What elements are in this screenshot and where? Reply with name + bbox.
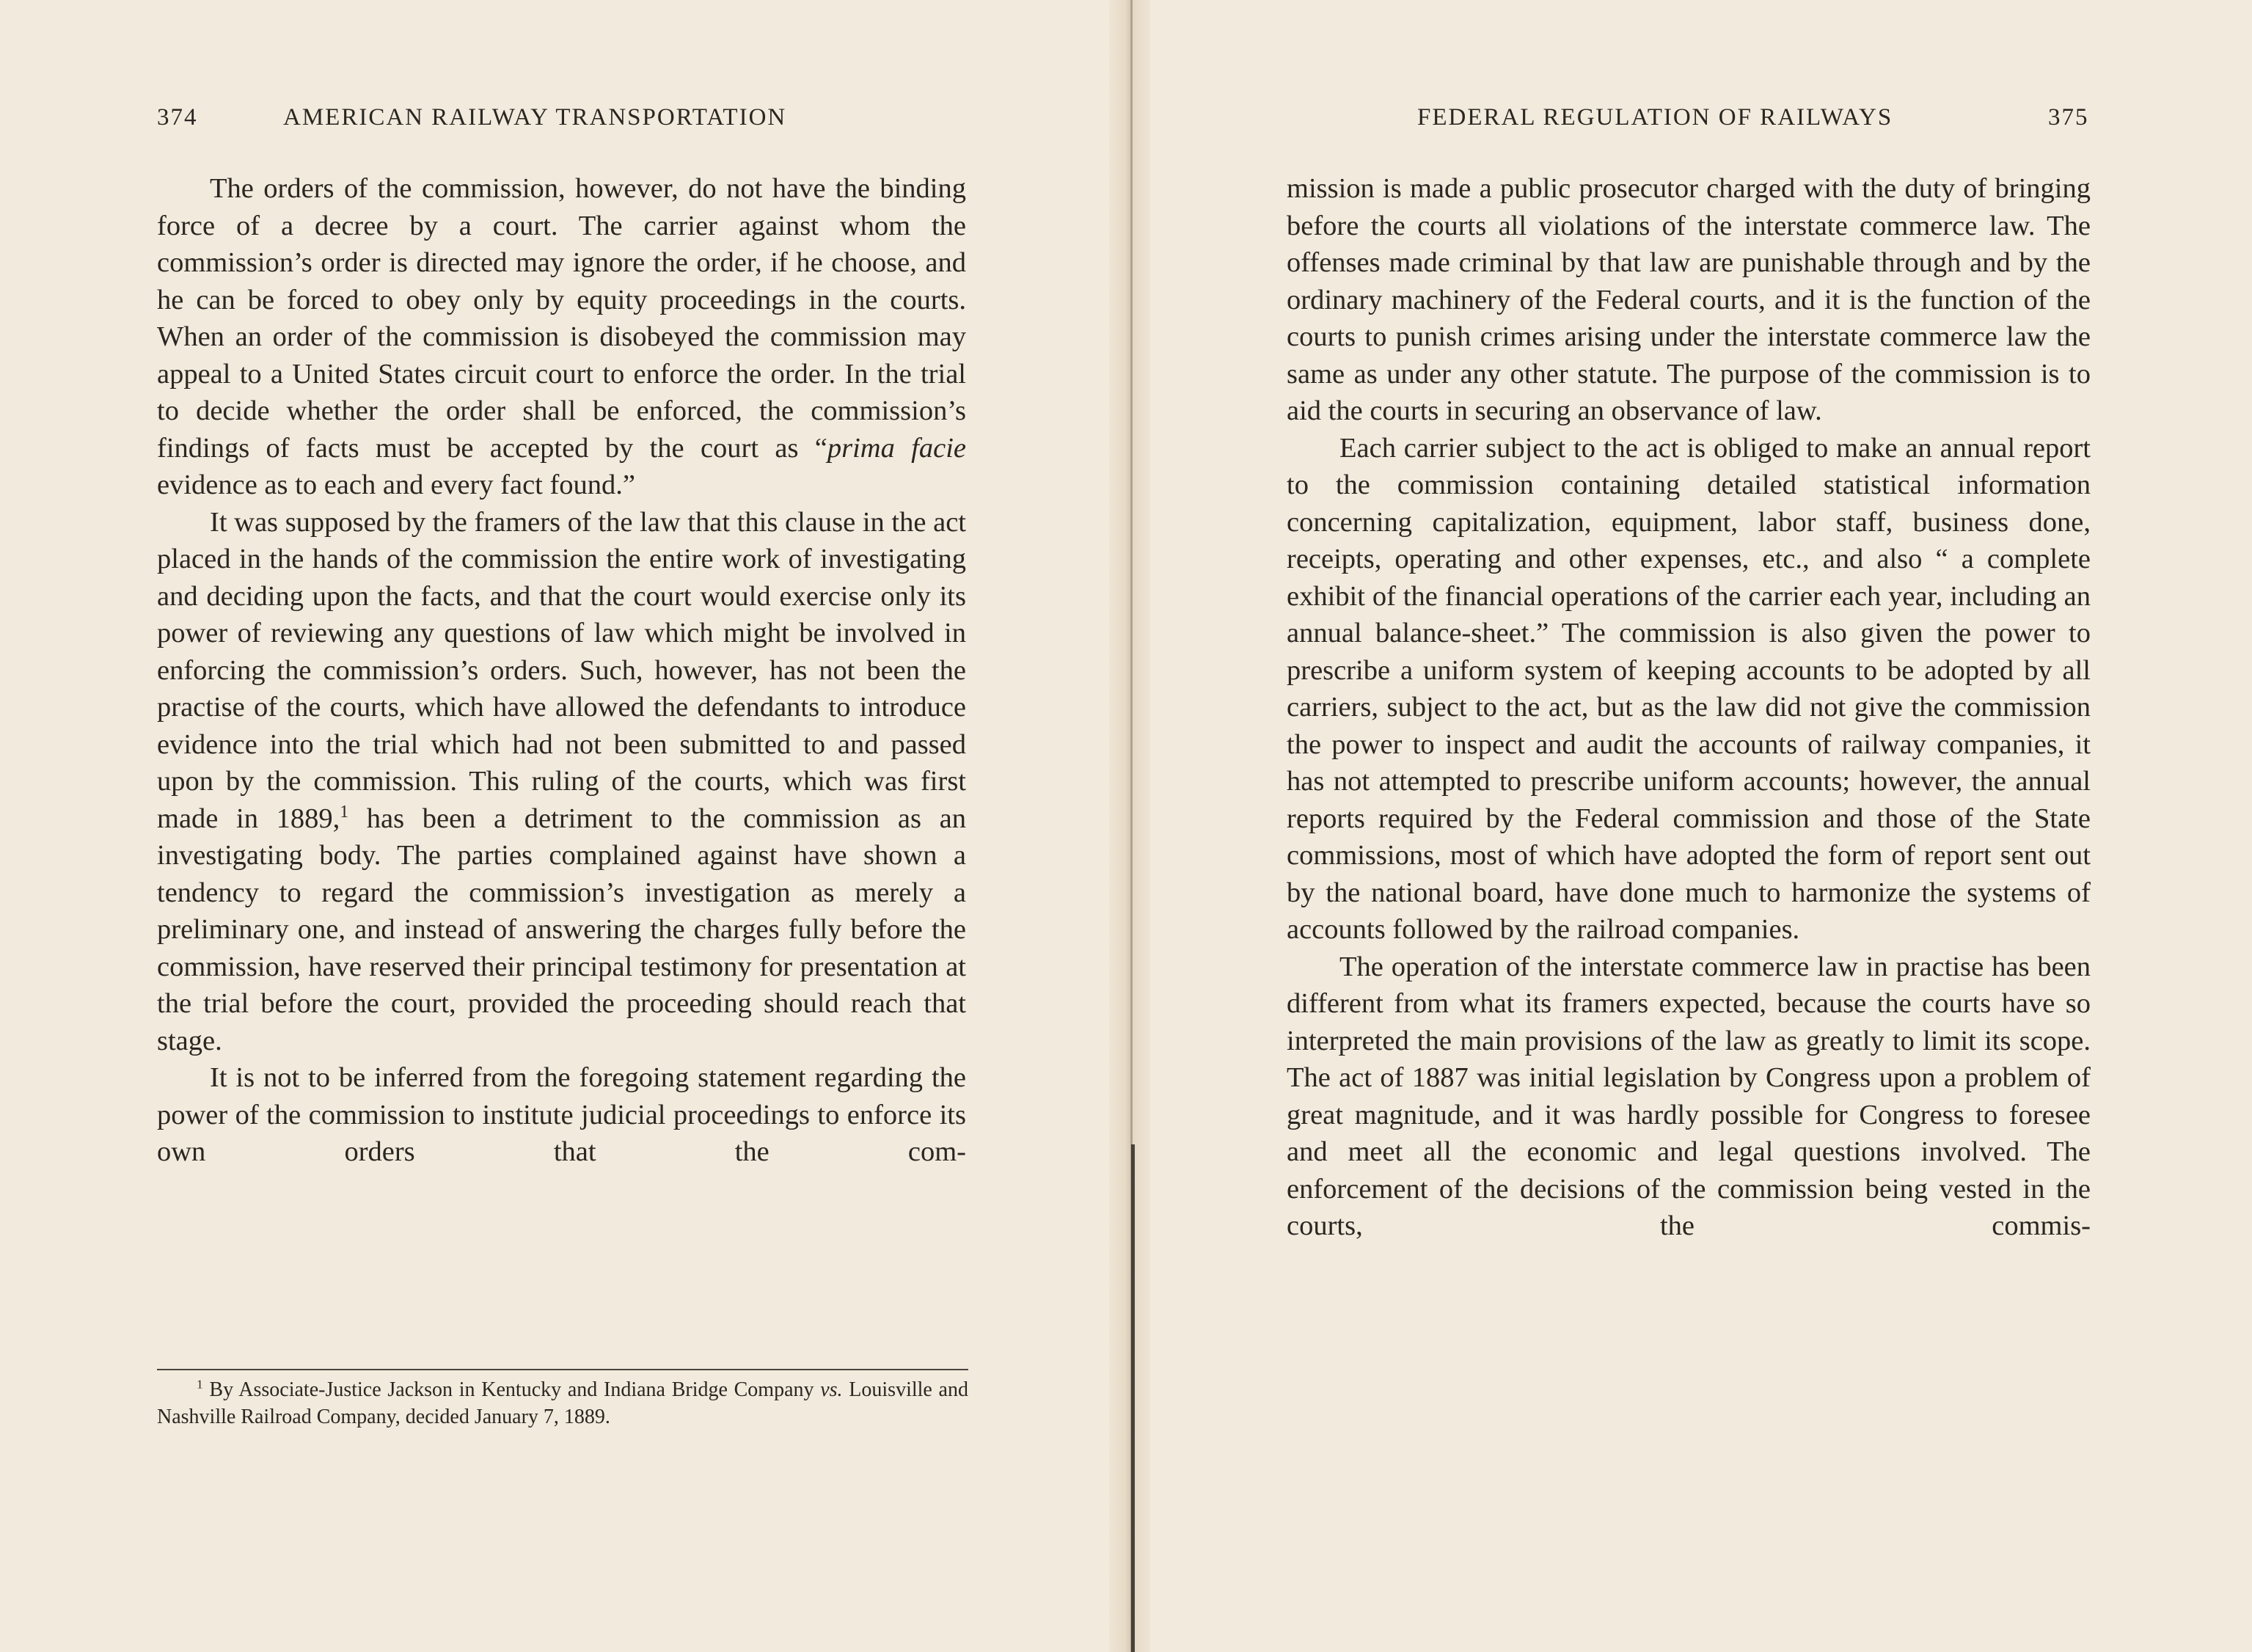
left-running-head: AMERICAN RAILWAY TRANSPORTATION [283, 104, 787, 131]
left-paragraph-2 [157, 504, 966, 1060]
gutter-binding-shadow [1131, 1144, 1135, 1652]
left-paragraph-1 [157, 170, 966, 504]
right-page-number: 375 [2048, 104, 2089, 131]
right-paragraph-3: The operation of the interstate commerce law in practise has been different from what its framers expected, because the courts have so interpreted the main provisions of the law as greatly to limit its scope. The act of 1887 was initial legislation by Congress upon a problem of great magnitude, and it was hardly possible for Congress to foresee and meet all the economic and legal questions involved. The enforcement of the decisions of the commission being vested in the courts, the commis- [1287, 951, 2091, 1241]
left-page-number: 374 [157, 104, 198, 131]
left-page-body [157, 170, 966, 1171]
footnote-text: By Associate-Justice Jackson in Kentucky and Indiana Bridge Company [202, 1378, 821, 1401]
footnote [157, 1376, 968, 1430]
footnote-text-end: Louisville and Nashville Railroad Company, decided January 7, 1889. [157, 1378, 968, 1428]
left-paragraph-1-italic: prima facie [827, 432, 967, 464]
right-paragraph-1: mission is made a public prosecutor charged with the duty of bringing before the courts all violations of the interstate commerce law. The offenses made criminal by that law are punishable through and by the ordinary machinery of the Federal courts, and it is the function of the courts to punish crimes arising under the interstate commerce law the same as under any other statute. The purpose of the commission is to aid the courts in securing an observance of law. [1287, 173, 2091, 426]
left-paragraph-1-text-end: evidence as to each and every fact found.” [157, 469, 636, 500]
footnote-italic: vs. [820, 1378, 843, 1401]
footnote-rule [157, 1369, 968, 1370]
right-running-head: FEDERAL REGULATION OF RAILWAYS [1417, 104, 1893, 131]
left-paragraph-1-text: The orders of the commission, however, do not have the binding force of a decree by a court. The carrier against whom the commission’s order is directed may ignore the order, if he choose, and he can be forced to obey only by equity proceedings in the courts. When an order of the commission is disobeyed the commission may appeal to a United States circuit court to enforce the order. In the trial to decide whether the order shall be enforced, the commission’s findings of facts must be accepted by the court as “ [157, 173, 966, 464]
left-paragraph-3: It is not to be inferred from the foregoing statement regarding the power of the commission to institute judicial proceedings to enforce its own orders that the com- [157, 1062, 966, 1167]
left-paragraph-2-text: It was supposed by the framers of the law that this clause in the act placed in the hands of the commission the entire work of investigating and deciding upon the facts, and that the court would exercise only its power of reviewing any questions of law which might be involved in enforcing the commission’s orders. Such, however, has not been the practise of the courts, which have allowed the defendants to introduce evidence into the trial which had not been submitted to and passed upon by the commission. This ruling of the courts, which was first made in 1889, [157, 506, 966, 834]
left-paragraph-2-text-end: has been a detriment to the commission as an investigating body. The parties complained against have shown a tendency to regard the commission’s investigation as merely a preliminary one, and instead of answering the charges fully before the commission, have reserved their principal testimony for presentation at the trial before the court, provided the proceeding should reach that stage. [157, 803, 966, 1056]
right-paragraph-2: Each carrier subject to the act is obliged to make an annual report to the commission containing detailed statistical information concerning capitalization, equipment, labor staff, business done, receipts, operating and other expenses, etc., and also “ a complete exhibit of the financial operations of the carrier each year, including an annual balance-sheet.” The commission is also given the power to prescribe a uniform system of keeping accounts to be adopted by all carriers, subject to the act, but as the law did not give the commission the power to inspect and audit the accounts of railway companies, it has not attempted to prescribe uniform accounts; however, the annual reports required by the Federal commission and those of the State commissions, most of which have adopted the form of report sent out by the national board, have done much to harmonize the systems of accounts followed by the railroad companies. [1287, 432, 2091, 945]
book-gutter [1109, 0, 1150, 1652]
footnote-marker: 1 [197, 1377, 203, 1392]
right-page-body [1287, 170, 2091, 1245]
footnote-reference: 1 [340, 802, 349, 822]
